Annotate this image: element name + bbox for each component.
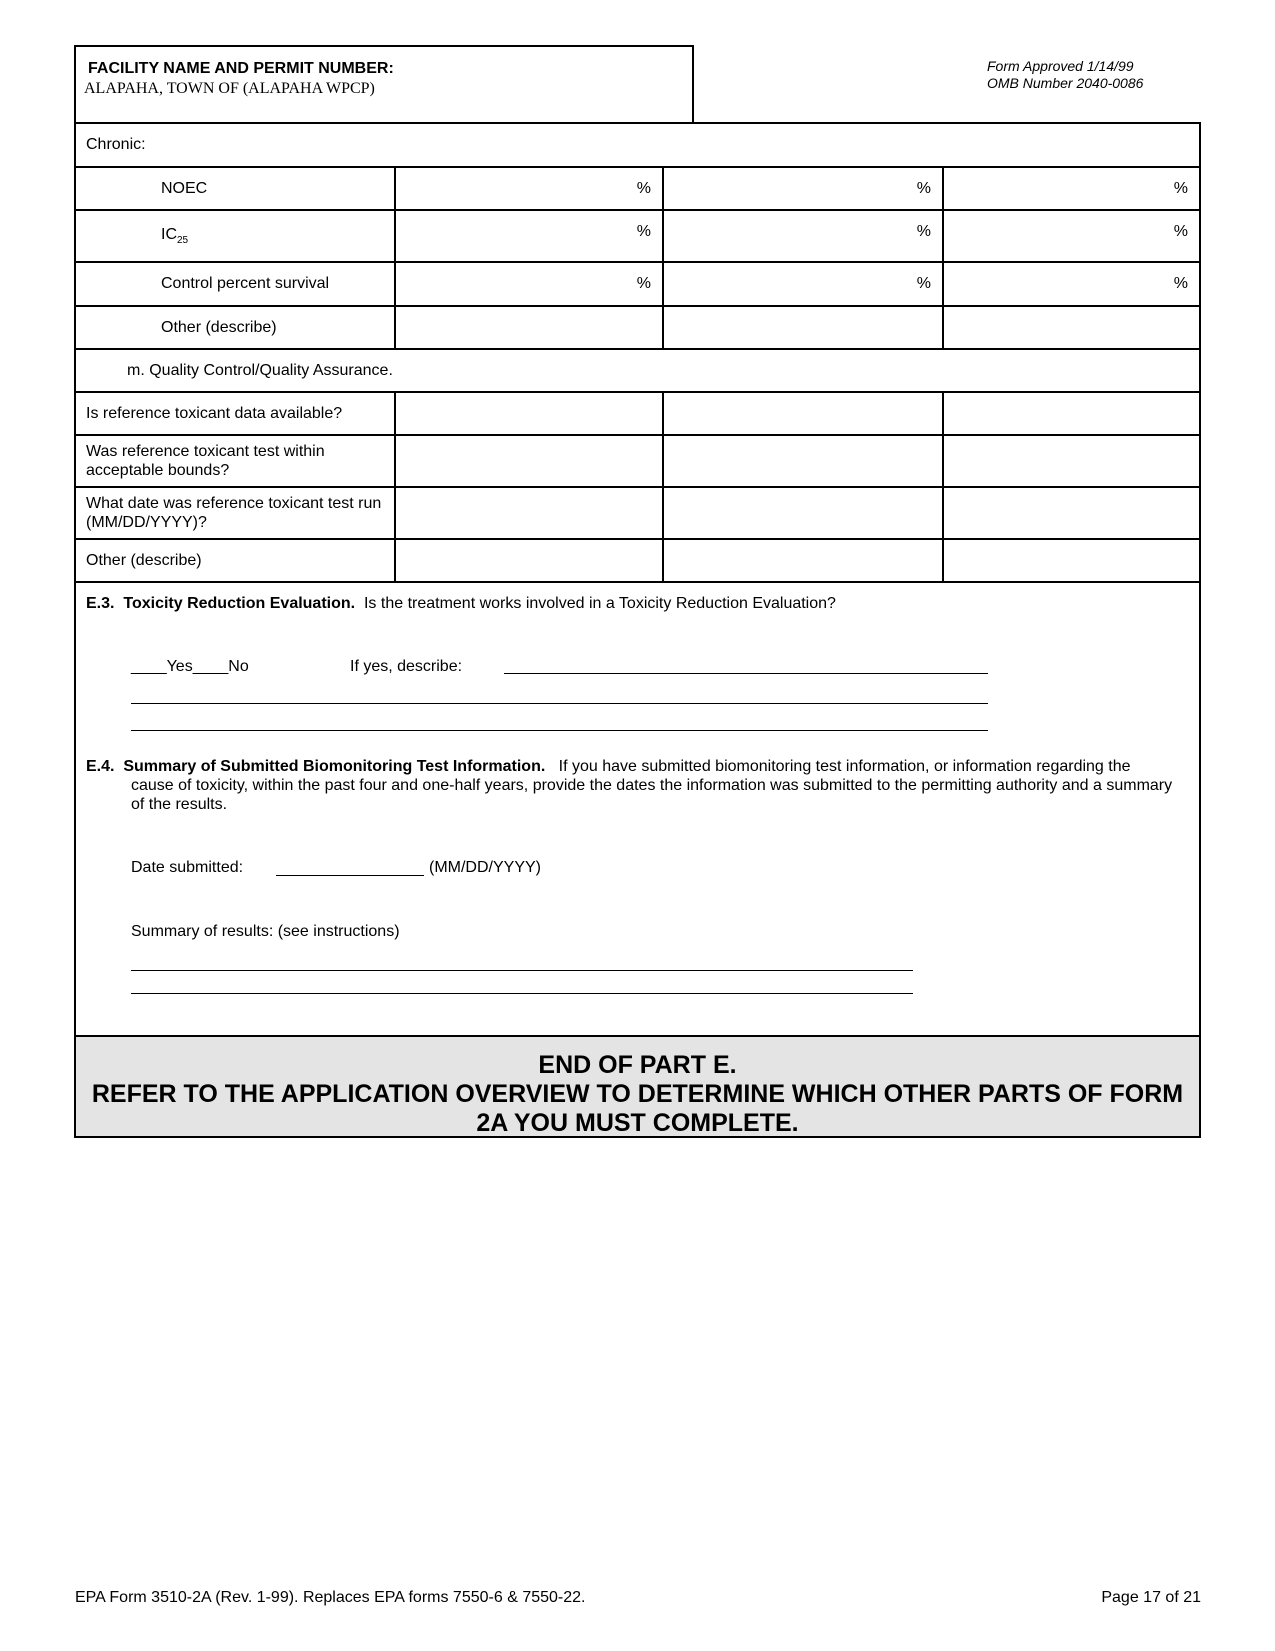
control-survival-cell-1[interactable]: % (395, 262, 663, 306)
table-row (76, 487, 1199, 539)
e4-body-rest: cause of toxicity, within the past four and one-half years, provide the dates the information was submitted to the permitting authority and a summary of the results. (131, 777, 1173, 813)
ic25-cell-3[interactable]: % (943, 210, 1199, 262)
e3-describe-label: If yes, describe: (350, 658, 463, 675)
e3-title: Toxicity Reduction Evaluation. (123, 595, 356, 612)
table-row (76, 167, 1199, 210)
table-row (76, 539, 1199, 582)
noec-cell-3[interactable]: % (943, 167, 1199, 210)
qc-available-label: Is reference toxicant data available? (76, 392, 395, 435)
qc-date-cell-3[interactable] (943, 487, 1199, 539)
control-survival-cell-3[interactable]: % (943, 262, 1199, 306)
qc-other-cell-2[interactable] (663, 539, 943, 582)
chronic-table (76, 124, 1199, 583)
qc-available-cell-1[interactable] (395, 392, 663, 435)
qc-other-cell-3[interactable] (943, 539, 1199, 582)
qc-bounds-cell-1[interactable] (395, 435, 663, 487)
end-of-part-banner (76, 1035, 1199, 1136)
table-row (76, 435, 1199, 487)
qc-date-cell-1[interactable] (395, 487, 663, 539)
e4-date-label: Date submitted: (131, 859, 244, 876)
noec-cell-2[interactable]: % (663, 167, 943, 210)
chronic-other-cell-2[interactable] (663, 306, 943, 349)
control-survival-cell-2[interactable]: % (663, 262, 943, 306)
banner-line-2: REFER TO THE APPLICATION OVERVIEW TO DETERMINE WHICH OTHER PARTS OF FORM 2A YOU MUST COMPLETE. (91, 1080, 1184, 1137)
table-row (76, 306, 1199, 349)
e4-summary-label: Summary of results: (see instructions) (131, 923, 400, 940)
e3-describe-line-2[interactable] (131, 703, 988, 704)
e4-paragraph (86, 757, 1186, 814)
e4-title: Summary of Submitted Biomonitoring Test Information. (123, 758, 546, 775)
noec-label: NOEC (76, 167, 395, 210)
qc-bounds-cell-3[interactable] (943, 435, 1199, 487)
control-survival-label: Control percent survival (76, 262, 395, 306)
e3-describe-line-1[interactable] (504, 673, 988, 674)
e4-number: E.4. (86, 758, 115, 775)
part-e-frame (74, 122, 1201, 1138)
table-row (76, 392, 1199, 435)
footer-form-id: EPA Form 3510-2A (Rev. 1-99). Replaces EPA forms 7550-6 & 7550-22. (75, 1589, 586, 1606)
e3-number: E.3. (86, 595, 115, 612)
footer-page-number: Page 17 of 21 (1101, 1589, 1201, 1606)
e3-heading (86, 595, 836, 613)
form-approved: Form Approved 1/14/99 (987, 58, 1134, 74)
ic25-cell-1[interactable]: % (395, 210, 663, 262)
facility-value: ALAPAHA, TOWN OF (ALAPAHA WPCP) (84, 80, 375, 97)
e4-date-input-line[interactable] (276, 875, 424, 876)
qc-date-label: What date was reference toxicant test run (MM/DD/YYYY)? (76, 487, 395, 539)
e3-describe-line-3[interactable] (131, 730, 988, 731)
e3-question: Is the treatment works involved in a Toxicity Reduction Evaluation? (363, 595, 836, 612)
chronic-other-cell-1[interactable] (395, 306, 663, 349)
qc-bounds-cell-2[interactable] (663, 435, 943, 487)
qc-title: m. Quality Control/Quality Assurance. (76, 349, 1199, 392)
banner-line-1: END OF PART E. (538, 1051, 737, 1079)
omb-block (987, 58, 1143, 92)
qc-available-cell-2[interactable] (663, 392, 943, 435)
table-row (76, 262, 1199, 306)
chronic-other-cell-3[interactable] (943, 306, 1199, 349)
noec-cell-1[interactable]: % (395, 167, 663, 210)
qc-other-label: Other (describe) (76, 539, 395, 582)
ic25-label: $IC_{25}$ (76, 210, 395, 262)
facility-label: FACILITY NAME AND PERMIT NUMBER: (88, 60, 394, 77)
qc-date-cell-2[interactable] (663, 487, 943, 539)
e4-summary-line-2[interactable] (131, 993, 913, 994)
e4-summary-line-1[interactable] (131, 970, 913, 971)
e3-yes-no[interactable]: ____Yes____No (131, 658, 249, 675)
ic25-cell-2[interactable]: % (663, 210, 943, 262)
omb-number: OMB Number 2040-0086 (987, 75, 1144, 91)
qc-other-cell-1[interactable] (395, 539, 663, 582)
qc-available-cell-3[interactable] (943, 392, 1199, 435)
qc-bounds-label: Was reference toxicant test within acceptable bounds? (76, 435, 395, 487)
table-row (76, 210, 1199, 262)
chronic-other-label: Other (describe) (76, 306, 395, 349)
facility-header-box (74, 45, 694, 122)
ic25-subscript: 25 (177, 235, 189, 247)
e4-body-line1: If you have submitted biomonitoring test information, or information regarding the (558, 758, 1131, 775)
e4-date-format: (MM/DD/YYYY) (429, 859, 541, 876)
chronic-title: Chronic: (76, 124, 1199, 167)
